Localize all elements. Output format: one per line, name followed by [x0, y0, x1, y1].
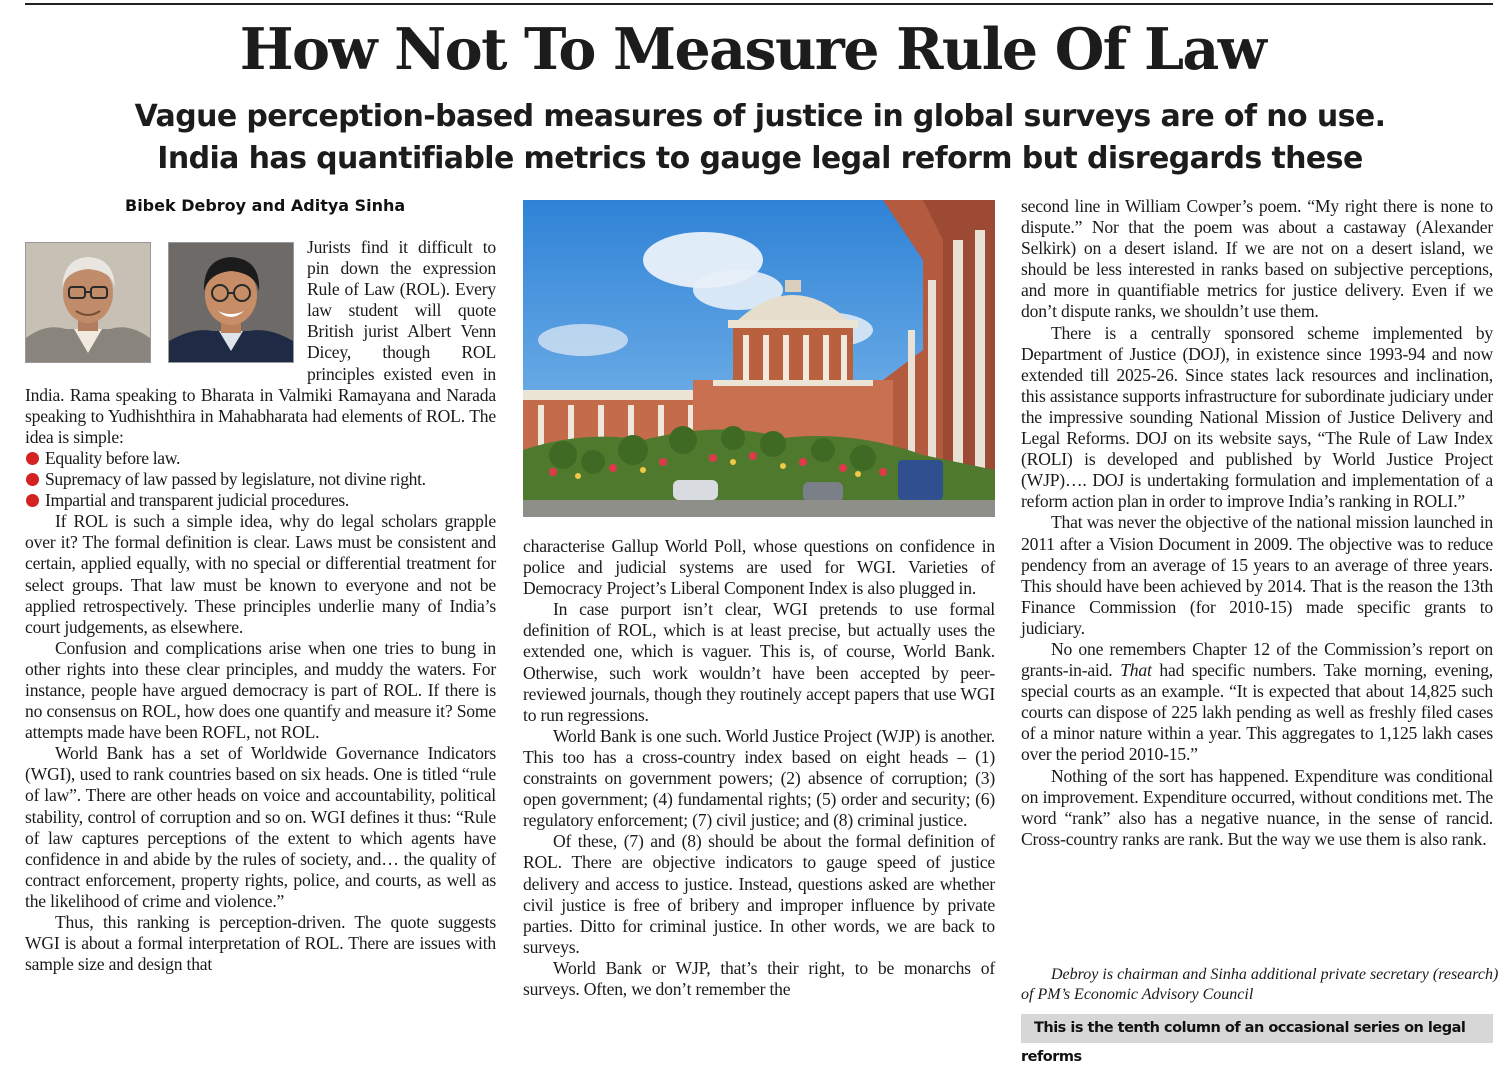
- paragraph: characterise Gallup World Poll, whose questions on confidence in police and judicial systems are used for WGI. Varieties of Democracy Project’s Liberal Component Index is also plugged in.: [523, 536, 995, 599]
- column-2: [523, 536, 995, 1000]
- column-1: [25, 237, 496, 975]
- bullet-item: Equality before law.: [25, 448, 496, 469]
- paragraph: Confusion and complications arise when one tries to bung in other rights into these clear principles, and muddy the waters. For instance, people have argued democracy is part of ROL. If there is no consensus on ROL, how does one quantify and measure it? Some attempts made have been ROFL, not ROL.: [25, 637, 496, 743]
- series-note: This is the tenth column of an occasional series on legal reforms: [1021, 1014, 1493, 1043]
- column-3: [1021, 196, 1493, 850]
- bullet-item: Impartial and transparent judicial procedures.: [25, 490, 496, 511]
- paragraph: Thus, this ranking is perception-driven. The quote suggests WGI is about a formal interpretation of ROL. There are issues with sample size and design that: [25, 912, 496, 975]
- supreme-court-photo: [523, 200, 995, 517]
- deck-line-1: Vague perception-based measures of justice in global surveys are of no use.: [134, 99, 1386, 134]
- top-rule: [25, 3, 1493, 5]
- paragraph-segment: had specific numbers. Take morning, evening, special courts as an example. “It is expected that about 14,825 such courts can dispose of 225 lakh pending as well as freshly filed cases of a minor nature within a year. This aggregates to 1,125 lakh cases over the period 2010-15.”: [1021, 660, 1493, 765]
- bullet-item: Supremacy of law passed by legislature, not divine right.: [25, 469, 496, 490]
- paragraph: second line in William Cowper’s poem. “My right there is none to dispute.” Nor that the poem was about a castaway (Alexander Selkirk) on a desert island. If we are not on a desert island, we should be less interested in ranks based on subjective perceptions, and more in quantifiable metrics for justice delivery. Even if we don’t dispute ranks, we shouldn’t use them.: [1021, 196, 1493, 322]
- author-note: Debroy is chairman and Sinha additional private secretary (research) of PM’s Economic Advisory Council: [1021, 966, 1499, 1003]
- bullet-list: [25, 448, 496, 511]
- paragraph: In case purport isn’t clear, WGI pretends to use formal definition of ROL, which is at least precise, but actually uses the extended one, which is vaguer. This is, of course, World Bank. Otherwise, such work wouldn’t have been accepted by peer-reviewed journals, though they routinely accept papers that use WGI to run regressions.: [523, 599, 995, 725]
- paragraph: Of these, (7) and (8) should be about the formal definition of ROL. There are objective indicators to gauge speed of justice delivery and access to justice. Instead, questions asked are whether civil justice is free of bribery and improper influence by private parties. Ditto for criminal justice. In other words, we are back to surveys.: [523, 831, 995, 957]
- paragraph: If ROL is such a simple idea, why do legal scholars grapple over it? The formal definition is clear. Laws must be consistent and certain, applied equally, with no special or differential treatment for select groups. That law must be known to everyone and not be applied retrospectively. These principles underlie many of India’s court judgements, as elsewhere.: [25, 511, 496, 637]
- deck-line-2: India has quantifiable metrics to gauge legal reform but disregards these: [157, 141, 1363, 176]
- author-photos: [25, 242, 307, 366]
- paragraph: World Bank or WJP, that’s their right, to be monarchs of surveys. Often, we don’t remember the: [523, 957, 995, 999]
- emphasis: That: [1120, 660, 1152, 681]
- paragraph-segment: No one remembers Chapter 12 of the Commission’s report on grants-in-aid.: [1021, 638, 1493, 681]
- paragraph: Jurists find it difficult to pin down the expression Rule of Law (ROL). Every law student will quote British jurist Albert Venn Dicey, though ROL principles existed even in India. Rama speaking to Bharata in Valmiki Ramayana and Narada speaking to Yudhishthira in Mahabharata had elements of ROL. The idea is simple:: [25, 237, 496, 447]
- paragraph: World Bank is one such. World Justice Project (WJP) is another. This too has a cross-country index based on eight heads – (1) constraints on government powers; (2) absence of corruption; (3) open government; (4) fundamental rights; (5) order and security; (6) regulatory enforcement; (7) civil justice; and (8) criminal justice.: [523, 725, 995, 831]
- author-photo-sinha: [168, 242, 294, 363]
- byline: Bibek Debroy and Aditya Sinha: [125, 196, 406, 215]
- paragraph: [1021, 639, 1493, 766]
- headline: How Not To Measure Rule Of Law: [239, 16, 1266, 83]
- author-photo-debroy: [25, 242, 151, 363]
- paragraph: There is a centrally sponsored scheme implemented by Department of Justice (DOJ), in existence since 1993-94 and now extended till 2025-26. Since states lack resources and inclination, this assistance supports infrastructure for subordinate judiciary under the impressive sounding National Mission of Justice Delivery and Legal Reforms. DOJ on its website says, “The Rule of Law Index (ROLI) is developed and published by World Justice Project (WJP)…. DOJ is undertaking formulation and implementation of a reform action plan in order to improve India’s ranking in ROLI.”: [1021, 322, 1493, 512]
- paragraph: Nothing of the sort has happened. Expenditure was conditional on improvement. Expenditure occurred, without conditions met. The word “rank” also has a negative nuance, in the sense of rancid. Cross-country ranks are rank. But the way we use them is also rank.: [1021, 765, 1493, 849]
- paragraph: That was never the objective of the national mission launched in 2011 after a Vision Document in 2009. The objective was to reduce pendency from an average of 15 years to an average of three years. This should have been achieved by 2014. That is the reason the 13th Finance Commission (for 2010-15) made specific grants to judiciary.: [1021, 512, 1493, 638]
- paragraph: World Bank has a set of Worldwide Governance Indicators (WGI), used to rank countries based on six heads. One is titled “rule of law”. There are other heads on voice and accountability, political stability, control of corruption and so on. WGI defines it thus: “Rule of law captures perceptions of the extent to which agents have confidence in and abide by the rules of society, and… the quality of contract enforcement, property rights, police, and courts, as well as the likelihood of crime and violence.”: [25, 743, 496, 911]
- deck: [40, 96, 1480, 180]
